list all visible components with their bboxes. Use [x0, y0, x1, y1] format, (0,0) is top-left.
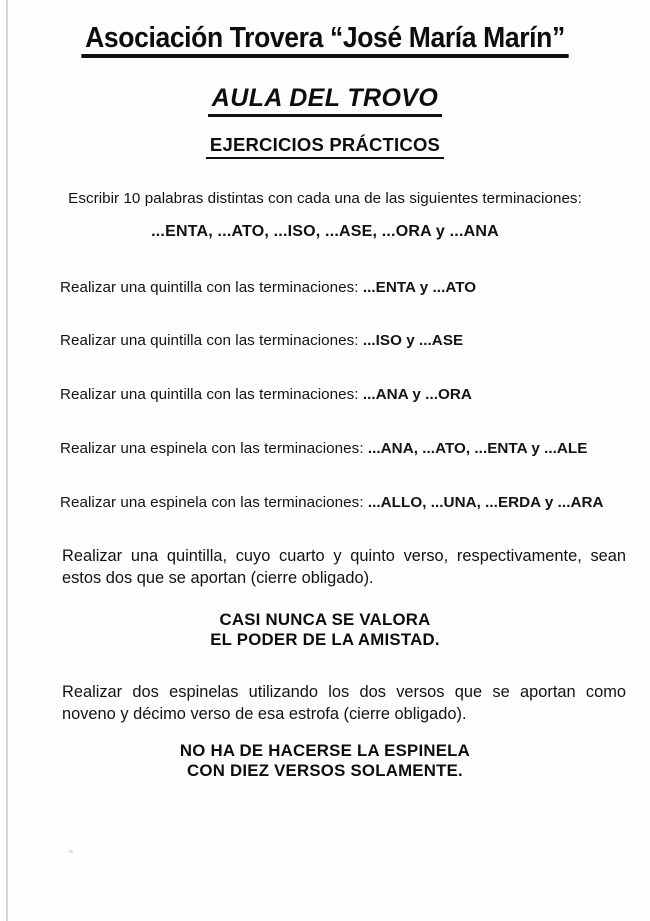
quote-block-amistad	[0, 610, 650, 650]
section-title	[0, 134, 650, 159]
paragraph-espinela-instruction: Realizar dos espinelas utilizando los dos versos que se aportan como noveno y décimo verso de esa estrofa (cierre obligado).	[62, 683, 626, 723]
exercise-line-1	[60, 278, 630, 297]
exercise-3-prefix: Realizar una quintilla con las terminaciones:	[60, 386, 363, 403]
organization-title	[23, 22, 628, 58]
exercise-3-endings: ...ANA y ...ORA	[362, 386, 472, 403]
quote-2-line-1: NO HA DE HACERSE LA ESPINELA	[179, 741, 471, 760]
exercise-line-4	[60, 439, 630, 458]
document-subtitle-text: AULA DEL TROVO	[208, 84, 442, 117]
endings-list: ...ENTA, ...ATO, ...ISO, ...ASE, ...ORA y ...ANA	[151, 223, 499, 240]
quote-1-line-2: EL PODER DE LA AMISTAD.	[210, 630, 440, 649]
exercise-2-endings: ...ISO y ...ASE	[362, 332, 464, 349]
quote-2-line-2: CON DIEZ VERSOS SOLAMENTE.	[187, 761, 463, 780]
exercise-line-5	[60, 493, 630, 512]
quote-block-espinela	[0, 741, 650, 781]
exercise-1-endings: ...ENTA y ...ATO	[362, 279, 477, 296]
organization-title-text: Asociación Trovera “José María Marín”	[81, 22, 568, 58]
exercise-line-3	[60, 385, 630, 404]
exercise-4-prefix: Realizar una espinela con las terminaciones:	[60, 440, 368, 457]
exercise-5-endings: ...ALLO, ...UNA, ...ERDA y ...ARA	[367, 494, 604, 511]
exercise-4-endings: ...ANA, ...ATO, ...ENTA y ...ALE	[367, 440, 588, 457]
exercise-line-2	[60, 331, 630, 350]
exercise-5-prefix: Realizar una espinela con las terminaciones:	[60, 494, 368, 511]
document-subtitle	[0, 84, 650, 117]
section-title-text: EJERCICIOS PRÁCTICOS	[206, 134, 444, 159]
paragraph-quintilla-instruction: Realizar una quintilla, cuyo cuarto y quinto verso, respectivamente, sean estos dos que se aportan (cierre obligado).	[62, 547, 626, 587]
intro-instruction: Escribir 10 palabras distintas con cada una de las siguientes terminaciones:	[68, 190, 582, 207]
scan-speck-artifact	[69, 850, 73, 853]
quote-1-line-1: CASI NUNCA SE VALORA	[219, 610, 431, 629]
exercise-1-prefix: Realizar una quintilla con las terminaciones:	[60, 279, 363, 296]
exercise-2-prefix: Realizar una quintilla con las terminaciones:	[60, 332, 363, 349]
